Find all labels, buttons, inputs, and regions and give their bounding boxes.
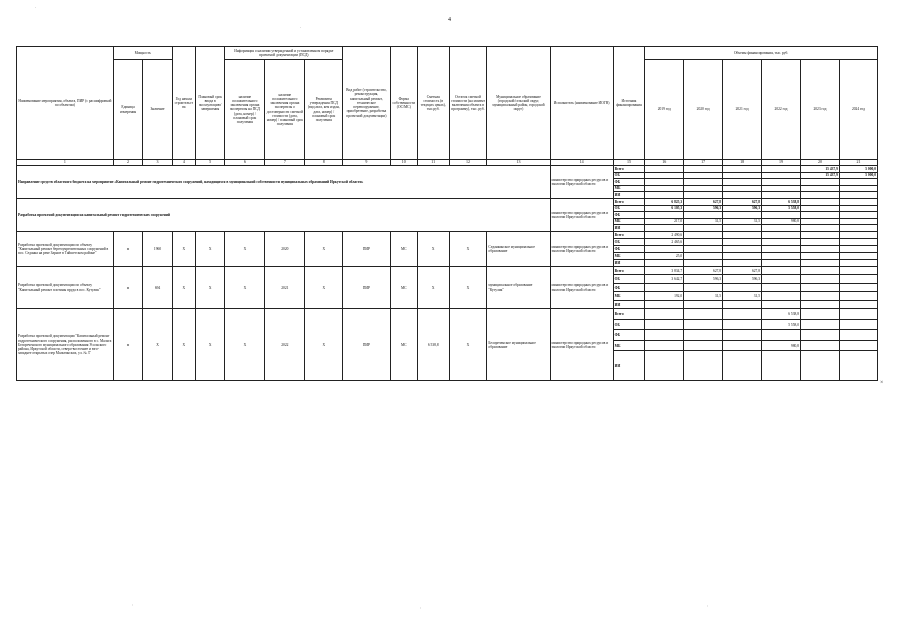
value-cell bbox=[800, 330, 839, 341]
value-cell bbox=[684, 225, 723, 232]
value-cell bbox=[839, 218, 877, 225]
object-executor: министерство природных ресурсов и экологии Иркутской области bbox=[550, 266, 613, 309]
object-estimate: Х bbox=[417, 231, 449, 266]
column-number: 1 bbox=[17, 160, 114, 166]
value-cell bbox=[723, 252, 762, 259]
value-cell: 627,8 bbox=[723, 266, 762, 275]
section-title: Разработка проектной документации на капитальный ремонт гидротехнических сооружений bbox=[17, 198, 551, 231]
table-row bbox=[17, 198, 878, 205]
header-psd-col3: Реквизиты утверждения ПСД (вид акта, кем издан, дата, номер) / плановый срок получения bbox=[305, 60, 343, 160]
column-number: 4 bbox=[172, 160, 195, 166]
value-cell bbox=[723, 340, 762, 351]
value-cell: 15 437,9 bbox=[800, 172, 839, 179]
value-cell: 6 538,8 bbox=[762, 309, 801, 320]
column-number: 17 bbox=[684, 160, 723, 166]
value-cell bbox=[723, 330, 762, 341]
value-cell bbox=[800, 225, 839, 232]
scan-speck: . bbox=[35, 5, 37, 10]
value-cell bbox=[645, 309, 684, 320]
value-cell bbox=[645, 172, 684, 179]
value-cell bbox=[684, 231, 723, 238]
source-label: ИИ bbox=[613, 192, 645, 199]
value-cell bbox=[723, 231, 762, 238]
source-label: Всего bbox=[613, 266, 645, 275]
value-cell bbox=[839, 330, 877, 341]
table-row bbox=[17, 266, 878, 275]
value-cell bbox=[800, 319, 839, 330]
object-term: Х bbox=[195, 309, 224, 381]
object-psd2: 2020 bbox=[265, 231, 305, 266]
object-unit: м bbox=[113, 309, 142, 381]
object-psd1: Х bbox=[225, 309, 265, 381]
object-municipality: Седанкинское муниципальное образование bbox=[487, 231, 550, 266]
scan-speck: ' bbox=[132, 605, 133, 610]
object-name: Разработка проектной документации "Капитальный ремонт гидротехнического сооружения, расположенного в с. Мальта Белореченского муниципального образования Усольского района, Иркутской области, северо-восточнее и юго-западнее открытых озер Мальтинских, ул. № 3" bbox=[17, 309, 114, 381]
value-cell: 596,3 bbox=[723, 275, 762, 284]
value-cell bbox=[645, 212, 684, 219]
column-number: 18 bbox=[723, 160, 762, 166]
object-remaining: Х bbox=[449, 231, 487, 266]
object-estimate: 6 538,8 bbox=[417, 309, 449, 381]
value-cell bbox=[839, 340, 877, 351]
header-estimate: Сметная стоимость (в текущих ценах), тыс.руб. bbox=[417, 47, 449, 160]
header-financing: Объемы финансирования, тыс. руб. bbox=[645, 47, 878, 60]
value-cell bbox=[645, 340, 684, 351]
source-label: ОБ bbox=[613, 205, 645, 212]
object-estimate: Х bbox=[417, 266, 449, 309]
value-cell: 5 558,0 bbox=[762, 205, 801, 212]
value-cell bbox=[800, 309, 839, 320]
header-capacity-unit: Единица измерения bbox=[113, 60, 142, 160]
value-cell bbox=[839, 283, 877, 292]
scan-speck: . bbox=[300, 25, 302, 30]
value-cell: 192,0 bbox=[645, 292, 684, 301]
value-cell bbox=[762, 172, 801, 179]
value-cell bbox=[645, 283, 684, 292]
table-row bbox=[17, 231, 878, 238]
object-municipality: Белореченское муниципальное образование bbox=[487, 309, 550, 381]
source-label: ОБ bbox=[613, 319, 645, 330]
value-cell bbox=[723, 179, 762, 186]
value-cell bbox=[723, 319, 762, 330]
value-cell bbox=[723, 166, 762, 173]
header-year-2023: 2023 год bbox=[800, 60, 839, 160]
value-cell bbox=[684, 319, 723, 330]
value-cell bbox=[684, 245, 723, 252]
object-ownership: МС bbox=[390, 266, 417, 309]
value-cell: 15 437,9 bbox=[800, 166, 839, 173]
value-cell bbox=[723, 185, 762, 192]
value-cell: 3 834,7 bbox=[645, 266, 684, 275]
object-work-type: ПИР bbox=[343, 266, 390, 309]
value-cell bbox=[839, 185, 877, 192]
object-name: Разработка проектной документации по объекту "Капитальный ремонт берегоукрепительных сооружений в пос. Седанка на реке Зарное в Тайшетском районе" bbox=[17, 231, 114, 266]
value-cell bbox=[839, 259, 877, 266]
value-cell bbox=[839, 275, 877, 284]
object-start: Х bbox=[172, 309, 195, 381]
value-cell bbox=[684, 238, 723, 245]
value-cell: 627,8 bbox=[723, 198, 762, 205]
object-psd2: 2021 bbox=[265, 266, 305, 309]
value-cell: 5 558,0 bbox=[762, 319, 801, 330]
value-cell bbox=[684, 351, 723, 381]
value-cell bbox=[762, 238, 801, 245]
value-cell bbox=[839, 205, 877, 212]
value-cell bbox=[723, 172, 762, 179]
value-cell bbox=[762, 192, 801, 199]
column-number: 15 bbox=[613, 160, 645, 166]
object-municipality: муниципальное образование "Кутулик" bbox=[487, 266, 550, 309]
value-cell: 6 105,3 bbox=[645, 205, 684, 212]
object-unit: м bbox=[113, 231, 142, 266]
source-label: ИИ bbox=[613, 259, 645, 266]
value-cell bbox=[839, 266, 877, 275]
value-cell: 2 465,6 bbox=[645, 238, 684, 245]
margin-mark: × bbox=[880, 380, 884, 386]
executor-cell: министерство природных ресурсов и экологии Иркутской области bbox=[550, 198, 613, 231]
object-psd3: Х bbox=[305, 231, 343, 266]
table-row bbox=[17, 166, 878, 173]
value-cell: 596,3 bbox=[723, 205, 762, 212]
value-cell bbox=[800, 218, 839, 225]
header-psd-info: Информация о наличии утвержденной и установленном порядке проектной документации (ПСД) bbox=[225, 47, 343, 60]
column-number: 6 bbox=[225, 160, 265, 166]
value-cell bbox=[723, 192, 762, 199]
source-label: Всего bbox=[613, 309, 645, 320]
value-cell bbox=[839, 238, 877, 245]
header-year-2019: 2019 год bbox=[645, 60, 684, 160]
value-cell bbox=[762, 179, 801, 186]
value-cell: 31,5 bbox=[684, 218, 723, 225]
header-start-year: Год начала строительства bbox=[172, 47, 195, 160]
value-cell: 627,8 bbox=[684, 266, 723, 275]
object-remaining: Х bbox=[449, 266, 487, 309]
value-cell bbox=[645, 225, 684, 232]
value-cell bbox=[684, 192, 723, 199]
value-cell: 980,8 bbox=[762, 340, 801, 351]
header-year-2022: 2022 год bbox=[762, 60, 801, 160]
value-cell bbox=[800, 340, 839, 351]
value-cell bbox=[800, 351, 839, 381]
object-psd1: Х bbox=[225, 231, 265, 266]
value-cell bbox=[839, 300, 877, 309]
object-value: 1960 bbox=[143, 231, 172, 266]
column-number: 11 bbox=[417, 160, 449, 166]
value-cell bbox=[645, 300, 684, 309]
header-municipality: Муниципальное образование (городской/сельский округ, муниципальный район, городской округ) bbox=[487, 47, 550, 160]
scan-speck: ' bbox=[420, 608, 421, 613]
value-cell bbox=[723, 212, 762, 219]
value-cell bbox=[800, 185, 839, 192]
source-label: ФБ bbox=[613, 283, 645, 292]
header-planned-term: Плановый срок ввода в эксплуатацию/завершения bbox=[195, 47, 224, 160]
value-cell bbox=[800, 292, 839, 301]
value-cell: 6 825,3 bbox=[645, 198, 684, 205]
object-psd2: 2022 bbox=[265, 309, 305, 381]
value-cell: 5 000,0 bbox=[839, 172, 877, 179]
source-label: ИИ bbox=[613, 225, 645, 232]
value-cell bbox=[839, 351, 877, 381]
value-cell bbox=[762, 351, 801, 381]
header-source: Источник финансирования bbox=[613, 47, 645, 160]
header-psd-col2: наличие положительного заключения органа экспертизы о достоверности сметной стоимости (дата, номер) / плановый срок получения bbox=[265, 60, 305, 160]
value-cell bbox=[684, 166, 723, 173]
value-cell bbox=[800, 283, 839, 292]
value-cell bbox=[723, 300, 762, 309]
source-label: МБ bbox=[613, 252, 645, 259]
value-cell bbox=[645, 185, 684, 192]
value-cell bbox=[684, 300, 723, 309]
object-term: Х bbox=[195, 231, 224, 266]
value-cell bbox=[800, 259, 839, 266]
column-number: 13 bbox=[487, 160, 550, 166]
value-cell bbox=[645, 166, 684, 173]
header-remaining: Остаток сметной стоимости (на момент включения объекта в программу), тыс. руб. bbox=[449, 47, 487, 160]
page-number: 4 bbox=[448, 17, 451, 23]
source-label: ОБ bbox=[613, 172, 645, 179]
value-cell bbox=[723, 309, 762, 320]
value-cell bbox=[684, 212, 723, 219]
value-cell bbox=[839, 252, 877, 259]
value-cell bbox=[800, 252, 839, 259]
value-cell bbox=[839, 192, 877, 199]
object-start: Х bbox=[172, 266, 195, 309]
value-cell bbox=[839, 292, 877, 301]
source-label: МБ bbox=[613, 185, 645, 192]
column-number: 3 bbox=[143, 160, 172, 166]
value-cell bbox=[839, 179, 877, 186]
value-cell bbox=[645, 351, 684, 381]
object-value: 694 bbox=[143, 266, 172, 309]
object-psd1: Х bbox=[225, 266, 265, 309]
source-label: МБ bbox=[613, 340, 645, 351]
value-cell bbox=[645, 179, 684, 186]
value-cell: 980,8 bbox=[762, 218, 801, 225]
value-cell bbox=[684, 252, 723, 259]
value-cell bbox=[723, 225, 762, 232]
value-cell: 596,3 bbox=[684, 205, 723, 212]
value-cell: 31,5 bbox=[723, 218, 762, 225]
source-label: ИИ bbox=[613, 351, 645, 381]
object-psd3: Х bbox=[305, 309, 343, 381]
column-number: 7 bbox=[265, 160, 305, 166]
object-start: Х bbox=[172, 231, 195, 266]
header-year-2021: 2021 год bbox=[723, 60, 762, 160]
column-number: 14 bbox=[550, 160, 613, 166]
object-work-type: ПИР bbox=[343, 309, 390, 381]
value-cell: 596,3 bbox=[684, 275, 723, 284]
value-cell: 2 490,6 bbox=[645, 231, 684, 238]
value-cell bbox=[762, 245, 801, 252]
object-ownership: МС bbox=[390, 309, 417, 381]
value-cell bbox=[645, 319, 684, 330]
value-cell bbox=[762, 283, 801, 292]
column-number: 20 bbox=[800, 160, 839, 166]
section-title: Направление средств областного бюджета на мероприятие «Капитальный ремонт гидротехнических сооружений, находящихся в муниципальной собственности муниципальных образований Иркутской области» bbox=[17, 166, 551, 199]
column-number: 16 bbox=[645, 160, 684, 166]
value-cell: 5 000,0 bbox=[839, 166, 877, 173]
header-ownership: Форма собственности (ОС/МС) bbox=[390, 47, 417, 160]
value-cell: 3 642,7 bbox=[645, 275, 684, 284]
value-cell bbox=[839, 212, 877, 219]
value-cell bbox=[800, 238, 839, 245]
value-cell bbox=[762, 166, 801, 173]
value-cell bbox=[723, 283, 762, 292]
header-year-2024: 2024 год bbox=[839, 60, 877, 160]
value-cell bbox=[800, 198, 839, 205]
source-label: ФБ bbox=[613, 212, 645, 219]
header-name: Наименование мероприятия, объекта, ПИР (с расшифровкой по объектам) bbox=[17, 47, 114, 160]
header-capacity: Мощность bbox=[113, 47, 172, 60]
value-cell bbox=[684, 179, 723, 186]
source-label: ИИ bbox=[613, 300, 645, 309]
header-work-type: Вид работ (строительство, реконструкция, капитальный ремонт, техническое перевооружение, приобретение, разработка проектной документации) bbox=[343, 47, 390, 160]
object-unit: м bbox=[113, 266, 142, 309]
value-cell bbox=[762, 231, 801, 238]
value-cell bbox=[800, 266, 839, 275]
value-cell bbox=[684, 330, 723, 341]
object-ownership: МС bbox=[390, 231, 417, 266]
header-psd-col1: наличие положительного заключения органа экспертизы на ПСД (дата, номер) / плановый срок получения bbox=[225, 60, 265, 160]
value-cell bbox=[839, 225, 877, 232]
value-cell bbox=[684, 283, 723, 292]
header-year-2020: 2020 год bbox=[684, 60, 723, 160]
value-cell bbox=[800, 275, 839, 284]
source-label: ФБ bbox=[613, 245, 645, 252]
column-number: 21 bbox=[839, 160, 877, 166]
object-executor: министерство природных ресурсов и экологии Иркутской области bbox=[550, 309, 613, 381]
value-cell bbox=[684, 185, 723, 192]
value-cell bbox=[645, 245, 684, 252]
value-cell bbox=[684, 340, 723, 351]
header-executor: Исполнитель (наименование ИОГВ) bbox=[550, 47, 613, 160]
object-executor: министерство природных ресурсов и экологии Иркутской области bbox=[550, 231, 613, 266]
source-label: Всего bbox=[613, 198, 645, 205]
source-label: МБ bbox=[613, 292, 645, 301]
value-cell bbox=[762, 259, 801, 266]
column-number: 10 bbox=[390, 160, 417, 166]
value-cell bbox=[762, 292, 801, 301]
value-cell bbox=[762, 275, 801, 284]
value-cell bbox=[723, 351, 762, 381]
value-cell bbox=[762, 212, 801, 219]
value-cell bbox=[645, 192, 684, 199]
value-cell bbox=[684, 309, 723, 320]
value-cell bbox=[800, 231, 839, 238]
value-cell bbox=[800, 179, 839, 186]
object-work-type: ПИР bbox=[343, 231, 390, 266]
value-cell bbox=[762, 266, 801, 275]
source-label: ФБ bbox=[613, 179, 645, 186]
scan-speck: ' bbox=[707, 606, 708, 611]
value-cell bbox=[762, 300, 801, 309]
value-cell bbox=[839, 309, 877, 320]
value-cell bbox=[762, 185, 801, 192]
value-cell bbox=[800, 192, 839, 199]
value-cell bbox=[723, 245, 762, 252]
value-cell bbox=[723, 238, 762, 245]
value-cell bbox=[839, 319, 877, 330]
value-cell bbox=[839, 245, 877, 252]
source-label: ОБ bbox=[613, 238, 645, 245]
value-cell: 627,8 bbox=[684, 198, 723, 205]
header-capacity-value: Значение bbox=[143, 60, 172, 160]
value-cell: 25,0 bbox=[645, 252, 684, 259]
value-cell: 31,5 bbox=[684, 292, 723, 301]
value-cell bbox=[723, 259, 762, 266]
value-cell bbox=[839, 231, 877, 238]
object-remaining: Х bbox=[449, 309, 487, 381]
value-cell bbox=[684, 259, 723, 266]
source-label: МБ bbox=[613, 218, 645, 225]
column-number: 8 bbox=[305, 160, 343, 166]
column-number: 5 bbox=[195, 160, 224, 166]
table-row bbox=[17, 309, 878, 320]
value-cell bbox=[762, 330, 801, 341]
value-cell bbox=[800, 205, 839, 212]
column-number: 19 bbox=[762, 160, 801, 166]
value-cell bbox=[684, 172, 723, 179]
value-cell: 217,0 bbox=[645, 218, 684, 225]
value-cell bbox=[800, 245, 839, 252]
value-cell bbox=[800, 212, 839, 219]
value-cell bbox=[762, 225, 801, 232]
source-label: Всего bbox=[613, 166, 645, 173]
object-name: Разработка проектной документации по объекту "Капитальный ремонт плотины пруда в пос. Кутулик" bbox=[17, 266, 114, 309]
value-cell: 6 538,8 bbox=[762, 198, 801, 205]
column-number: 12 bbox=[449, 160, 487, 166]
value-cell bbox=[762, 252, 801, 259]
value-cell: 31,5 bbox=[723, 292, 762, 301]
source-label: ОБ bbox=[613, 275, 645, 284]
source-label: ФБ bbox=[613, 330, 645, 341]
value-cell bbox=[839, 198, 877, 205]
value-cell bbox=[645, 259, 684, 266]
executor-cell: министерство природных ресурсов и экологии Иркутской области bbox=[550, 166, 613, 199]
value-cell bbox=[645, 330, 684, 341]
financing-table bbox=[16, 46, 878, 381]
value-cell bbox=[800, 300, 839, 309]
column-number: 9 bbox=[343, 160, 390, 166]
object-psd3: Х bbox=[305, 266, 343, 309]
source-label: Всего bbox=[613, 231, 645, 238]
object-value: Х bbox=[143, 309, 172, 381]
column-number: 2 bbox=[113, 160, 142, 166]
object-term: Х bbox=[195, 266, 224, 309]
